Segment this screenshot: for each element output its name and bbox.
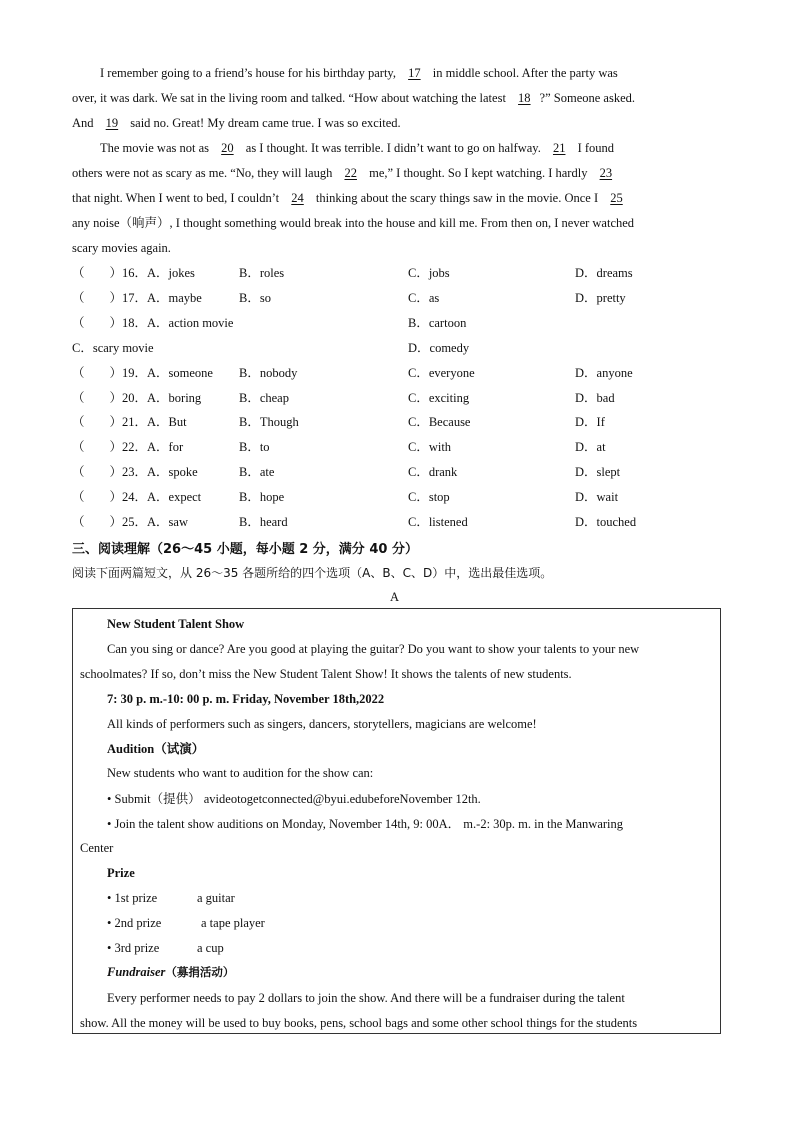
passage-line-4: The movie was not as 20 as I thought. It was terrible. I didn’t want to go on halfway. 21 I found <box>100 141 615 155</box>
passage-line-3: And 19 said no. Great! My dream came true. I was so excited. <box>72 116 401 130</box>
question-option: B．ate <box>239 465 275 480</box>
passage-line-2: over, it was dark. We sat in the living room and talked. “How about watching the latest 18 ?” Someone asked. <box>72 91 635 105</box>
prize-item: a tape player <box>201 916 265 930</box>
passage-line-8: scary movies again. <box>72 241 171 255</box>
blank-20: 20 <box>221 141 234 155</box>
question-stem: C．scary movie <box>72 340 154 355</box>
ad-paragraph: Can you sing or dance? Are you good at playing the guitar? Do you want to show your talents to your new <box>107 642 640 656</box>
question-stem: （ ）23．A．spoke <box>72 465 198 480</box>
question-option: D．wait <box>575 490 619 505</box>
blank-24: 24 <box>291 191 304 205</box>
question-stem: （ ）21．A．But <box>72 415 187 430</box>
blank-17: 17 <box>408 66 421 80</box>
question-option: B．heard <box>239 515 288 529</box>
question-option: D．dreams <box>575 266 633 280</box>
question-option: B．cheap <box>239 390 289 405</box>
question-stem: （ ）18．A．action movie <box>72 315 234 330</box>
question-option: C．with <box>408 440 452 455</box>
question-option: D．pretty <box>575 290 626 305</box>
passage-line-1: I remember going to a friend’s house for his birthday party, 17 in middle school. After the party was <box>100 66 618 80</box>
question-option: B．Though <box>239 415 299 430</box>
audition-bullet: • Submit（提供） avideotogetconnected@byui.edubeforeNovember 12th. <box>107 792 481 806</box>
fundraiser-heading: Fundraiser（募捐活动） <box>107 965 235 979</box>
prize-place: • 3rd prize <box>107 941 160 955</box>
passage-label: A <box>390 590 400 604</box>
question-option: C．everyone <box>408 365 475 380</box>
ad-paragraph: schoolmates? If so, don’t miss the New Student Talent Show! It shows the talents of new students. <box>80 667 572 681</box>
prize-item: a guitar <box>197 891 235 905</box>
passage-line-6: that night. When I went to bed, I couldn’t 24 thinking about the scary things saw in the movie. Once I 25 <box>72 190 722 206</box>
section-instruction: 阅读下面两篇短文，从 26～35 各题所给的四个选项（A、B、C、D）中，选出最佳选项。 <box>72 566 553 580</box>
question-stem: （ ）19．A．someone <box>72 365 213 380</box>
question-option: C．listened <box>408 515 468 529</box>
passage-line-5: others were not as scary as me. “No, they will laugh 22 me,” I thought. So I kept watching. I hardly 23 <box>72 165 722 181</box>
question-option: C．Because <box>408 415 471 430</box>
question-stem: （ ）24．A．expect <box>72 490 202 505</box>
question-option: C．exciting <box>408 390 470 405</box>
question-option: B．cartoon <box>408 315 467 330</box>
question-option: C．jobs <box>408 266 450 280</box>
question-option: C．stop <box>408 490 450 505</box>
question-option: D．If <box>575 415 605 430</box>
section-title: 三、阅读理解（26～45 小题，每小题 2 分，满分 40 分） <box>72 542 418 557</box>
question-stem: （ ）25．A．saw <box>72 515 188 529</box>
question-option: D．anyone <box>575 365 633 380</box>
question-option: B．roles <box>239 266 285 280</box>
question-option: D．at <box>575 440 606 455</box>
audition-bullet-cont: Center <box>80 841 114 855</box>
audition-heading: Audition（试演） <box>107 742 205 756</box>
question-option: C．as <box>408 290 440 305</box>
ad-title: New Student Talent Show <box>107 617 245 631</box>
blank-22: 22 <box>344 166 357 180</box>
question-option: D．bad <box>575 390 615 405</box>
blank-18: 18 <box>518 91 531 105</box>
ad-welcome: All kinds of performers such as singers, dancers, storytellers, magicians are welcome! <box>107 717 537 731</box>
prize-heading: Prize <box>107 866 135 880</box>
question-option: B．so <box>239 290 271 305</box>
question-option: B．nobody <box>239 365 298 380</box>
question-stem: （ ）17．A．maybe <box>72 290 202 305</box>
question-option: D．touched <box>575 515 637 529</box>
audition-bullet: • Join the talent show auditions on Monday, November 14th, 9: 00A． m.-2: 30p. m. in the Manwaring <box>107 817 624 831</box>
blank-21: 21 <box>552 141 566 155</box>
question-option: C．drank <box>408 465 458 480</box>
blank-19: 19 <box>105 116 119 130</box>
question-stem: （ ）20．A．boring <box>72 390 202 405</box>
ad-box <box>72 608 721 1034</box>
question-option: B．hope <box>239 490 285 505</box>
question-stem: （ ）22．A．for <box>72 440 184 455</box>
prize-place: • 2nd prize <box>107 916 162 930</box>
prize-place: • 1st prize <box>107 891 158 905</box>
question-option: B．to <box>239 440 270 455</box>
ad-time: 7: 30 p. m.-10: 00 p. m. Friday, November 18th,2022 <box>107 692 385 706</box>
blank-23: 23 <box>599 166 613 180</box>
prize-item: a cup <box>197 941 224 955</box>
fundraiser-text: Every performer needs to pay 2 dollars to join the show. And there will be a fundraiser during the talent <box>107 991 625 1005</box>
question-stem: （ ）16．A．jokes <box>72 266 195 280</box>
question-option: D．slept <box>575 465 621 480</box>
fundraiser-text: show. All the money will be used to buy books, pens, school bags and some other school things for the students <box>80 1016 638 1030</box>
audition-intro: New students who want to audition for the show can: <box>107 766 374 780</box>
blank-25: 25 <box>610 191 623 205</box>
passage-line-7: any noise（响声）, I thought something would break into the house and kill me. From then on, I never watched <box>72 216 635 230</box>
question-option: D．comedy <box>408 340 470 355</box>
